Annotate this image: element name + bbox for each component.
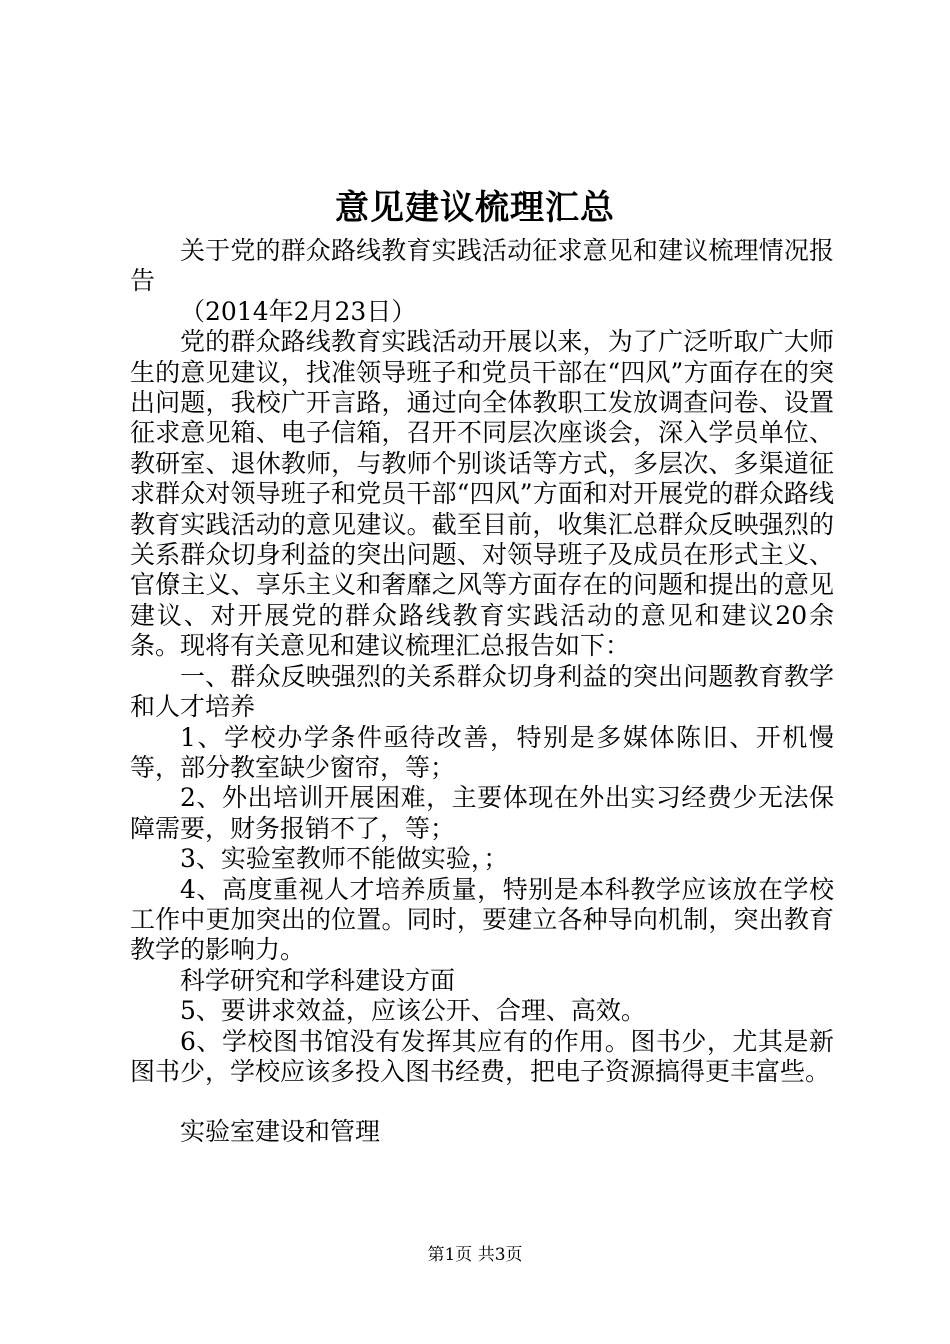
intro-paragraph: 党的群众路线教育实践活动开展以来，为了广泛听取广大师生的意见建议，找准领导班子和党员干部在“四风”方面存在的突出问题，我校广开言路，通过向全体教职工发放调查问卷、设置征求意见箱、电子信箱，召开不同层次座谈会，深入学员单位、教研室、退休教师，与教师个别谈话等方式，多层次、多渠道征求群众对领导班子和党员干部“四风”方面和对开展党的群众路线教育实践活动的意见建议。截至目前，收集汇总群众反映强烈的关系群众切身利益的突出问题、对领导班子及成员在形式主义、官僚主义、享乐主义和奢靡之风等方面存在的问题和提出的意见建议、对开展党的群众路线教育实践活动的意见和建议20余条。现将有关意见和建议梳理汇总报告如下： — [130, 327, 834, 661]
section-heading-2: 科学研究和学科建设方面 — [180, 965, 456, 995]
list-item: 5、要讲求效益，应该公开、合理、高效。 — [180, 996, 646, 1026]
list-item: 6、学校图书馆没有发挥其应有的作用。图书少，尤其是新图书少，学校应该多投入图书经费，把电子资源搞得更丰富些。 — [130, 1026, 834, 1086]
list-item: 3、实验室教师不能做实验，； — [180, 844, 509, 874]
document-body — [130, 236, 834, 1148]
report-date: （2014年2月23日） — [180, 296, 417, 326]
list-item: 1、学校办学条件亟待改善，特别是多媒体陈旧、开机慢等，部分教室缺少窗帘，等； — [130, 722, 834, 782]
report-heading: 关于党的群众路线教育实践活动征求意见和建议梳理情况报告 — [130, 236, 834, 296]
document-title: 意见建议梳理汇总 — [335, 188, 615, 228]
section-heading-1: 一、群众反映强烈的关系群众切身利益的突出问题教育教学和人才培养 — [130, 661, 834, 722]
section-heading-3: 实验室建设和管理 — [180, 1117, 381, 1147]
list-item: 2、外出培训开展困难，主要体现在外出实习经费少无法保障需要，财务报销不了，等； — [130, 783, 834, 843]
page-footer: 第1页 共3页 — [427, 1245, 523, 1265]
list-item: 4、高度重视人才培养质量，特别是本科教学应该放在学校工作中更加突出的位置。同时，要建立各种导向机制，突出教育教学的影响力。 — [130, 874, 834, 965]
